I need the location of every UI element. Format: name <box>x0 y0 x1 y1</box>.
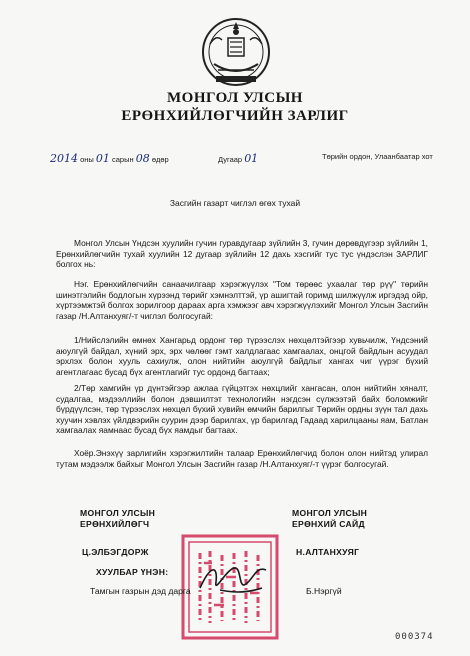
header-line-1: МОНГОЛ УЛСЫН <box>167 90 303 106</box>
date-line <box>50 152 169 165</box>
date-day: 08 <box>135 152 150 165</box>
date-year: 2014 <box>50 152 78 165</box>
deputy-title: Тамгын газрын дэд дарга <box>90 586 191 596</box>
date-day-label: өдөр <box>151 155 169 164</box>
paragraph-1: Монгол Улсын Үндсэн хуулийн гучин гуравдугаар зүйлийн 3, гучин дөрөвдүгээр зүйлийн 1, Ерөнхийлөгчийн тухай хуулийн 12 дугаар зүйлийн 12 дахь хэсгийг тус тус үндэслэн ЗАРЛИГ болгох нь: <box>56 238 428 270</box>
date-month: 01 <box>95 152 110 165</box>
pm-title-1: МОНГОЛ УЛСЫН <box>292 508 368 518</box>
handwritten-signature-icon <box>196 560 270 600</box>
decree-number-value: 01 <box>244 152 259 165</box>
paragraph-3: 1/Нийслэлийн өмнөх Хангарьд ордонг төр түрээслэх нөхцөлтэйгээр хувьчилж, Үндсэний аюулгүй байдал, хүний эрх, эрх чөлөөг гэмт халдлагаас хамгаалах, онцгой байдлын асуудал эрхлэх болон хууль сахиулж, олон нийтийн аюулгүй байдлыг хангах чиг үүрэг бүхий агентлагаас бусад бүх агентлагийг тус ордонд багтаах; <box>56 335 428 377</box>
copy-certified-label: ХУУЛБАР ҮНЭН: <box>96 567 169 577</box>
date-year-label: оны <box>80 155 94 164</box>
paragraph-4: 2/Төр хамгийн үр дүнтэйгээр ажлаа гүйцэтгэх нөхцлийг хангасан, олон нийтийн хяналт, судалгаа, мэдээллийн болон дэвшилтэт технологийн нэгдсэн сүлжээтэй байх боломжийг бүрдүүлсэн, төр түрээслэх нөхцөл бүхий хувийн өмчийн барилгыг Төрийн ордны зүүн тал дахь хуучин хэвлэх үйлдвэрийн суурин дээр барилгах, үр барилгад Гадаад харилцааны яам, Батлан хамгаалах яамнаас бусад бүх яамдыг багтаах. <box>56 383 428 436</box>
pm-name: Н.АЛТАНХУЯГ <box>296 547 360 557</box>
paragraph-2: Нэг. Ерөнхийлөгчийн санаачилгаар хэрэгжүүлэх "Том төрөөс ухаалаг төр рүү" төрийн шинэтгэлийн бодлогын хүрээнд төрийг хэмнэлттэй, үр ашигтай горимд шилжүүлж иргэдэд ойр, хүртээмжтэй болгох зорилгоор дараах арга хэмжээг авч хэрэгжүүлэхийг Монгол Улсын Засгийн газар /Н.Алтанхуяг/-т чиглэл болгосугай: <box>56 279 428 321</box>
deputy-name: Б.Нэргүй <box>306 586 342 596</box>
president-title-1: МОНГОЛ УЛСЫН <box>80 508 156 518</box>
decree-number-label: Дугаар <box>218 155 243 164</box>
pm-title-2: ЕРӨНХИЙ САЙД <box>292 519 365 529</box>
decree-number <box>218 152 258 165</box>
paragraph-5: Хоёр.Энэхүү зарлигийн хэрэгжилтийн талаар Ерөнхийлөгчид болон олон нийтэд улирал тутам мэдээлж байхыг Монгол Улсын Засгийн газар /Н.Алтанхуяг/-т үүрэг болгосугай. <box>56 448 428 469</box>
decree-place: Төрийн ордон, Улаанбаатар хот <box>322 152 433 161</box>
header-line-2: ЕРӨНХИЙЛӨГЧИЙН ЗАРЛИГ <box>121 108 349 124</box>
document-serial-number: 000374 <box>395 632 434 642</box>
decree-subject: Засгийн газарт чиглэл өгөх тухай <box>169 198 301 208</box>
date-month-label: сарын <box>112 155 134 164</box>
president-name: Ц.ЭЛБЭГДОРЖ <box>82 547 149 557</box>
president-title-2: ЕРӨНХИЙЛӨГЧ <box>80 519 150 529</box>
state-emblem-icon <box>200 14 272 90</box>
